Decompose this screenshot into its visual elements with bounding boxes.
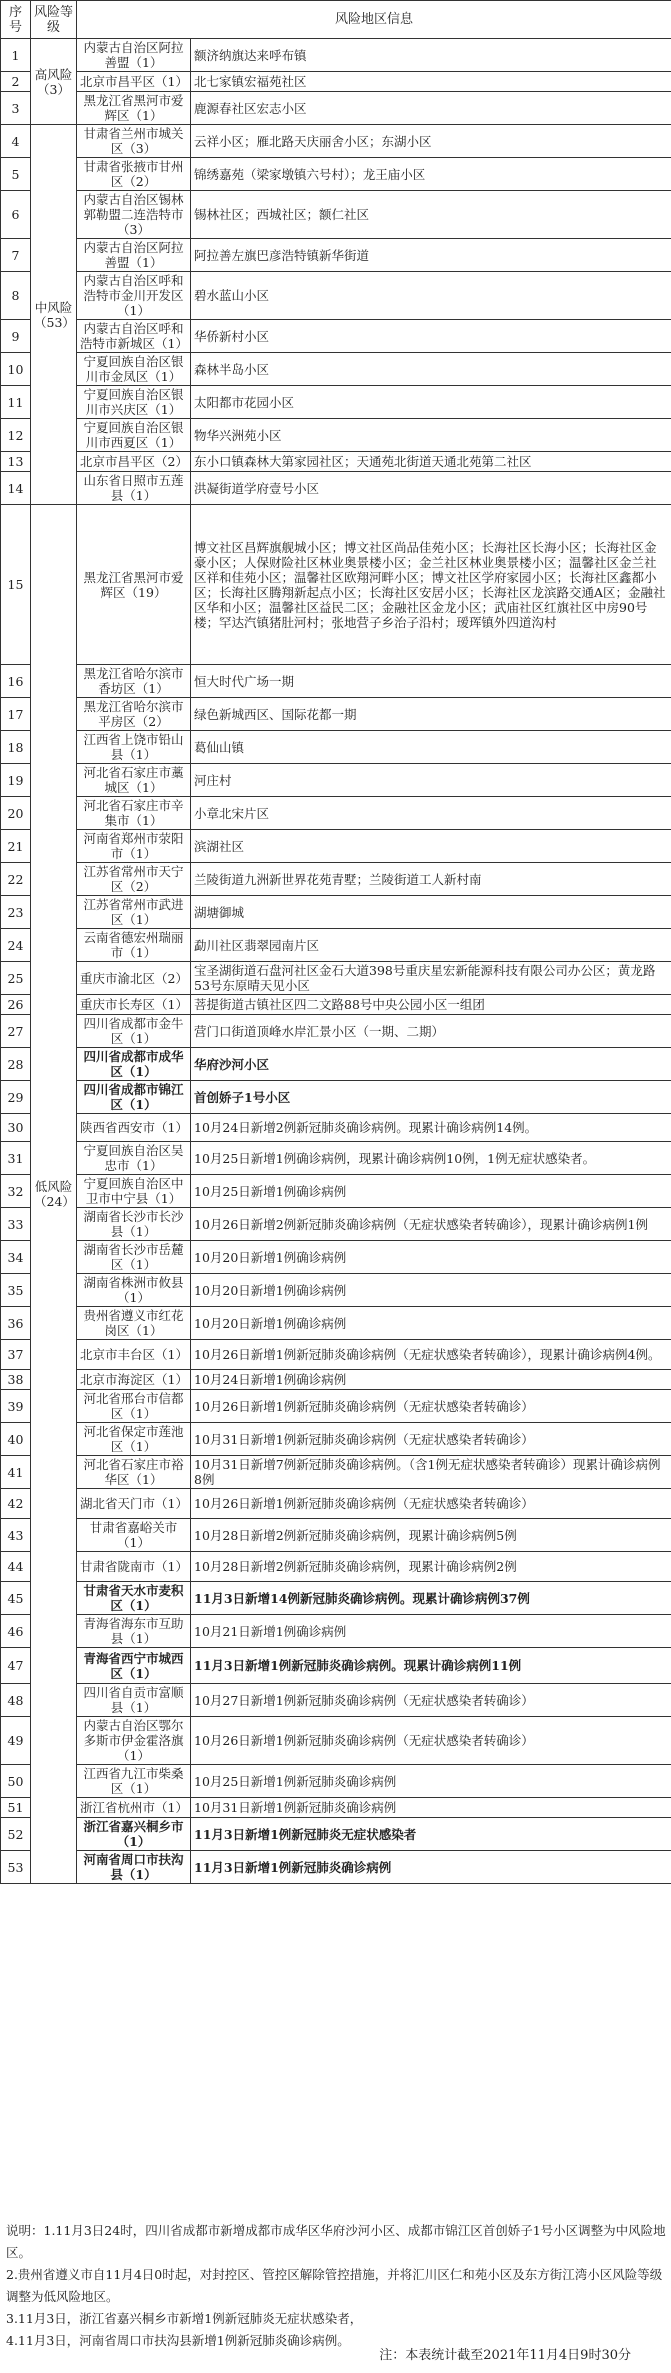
row-number: 36 [1,1307,31,1340]
area-cell: 宁夏回族自治区吴忠市（1） [77,1142,191,1175]
risk-level-cell: 低风险（24） [31,505,77,1884]
table-row [1,1423,671,1456]
table-row [1,1142,671,1175]
row-number: 46 [1,1615,31,1648]
area-cell: 宁夏回族自治区银川市西夏区（1） [77,419,191,452]
row-number: 48 [1,1684,31,1717]
area-cell: 湖南省长沙市长沙县（1） [77,1208,191,1241]
row-number: 15 [1,505,31,665]
info-cell: 葛仙山镇 [191,731,671,764]
info-cell: 菩提街道古镇社区四二文路88号中央公园小区一组团 [191,995,671,1015]
info-cell: 河庄村 [191,764,671,797]
area-cell: 江苏省常州市天宁区（2） [77,863,191,896]
row-number: 21 [1,830,31,863]
row-number: 14 [1,472,31,505]
area-cell: 云南省德宏州瑞丽市（1） [77,929,191,962]
info-cell: 勐川社区翡翠园南片区 [191,929,671,962]
info-cell: 首创娇子1号小区 [191,1081,671,1114]
note-line: 2.贵州省遵义市自11月4日0时起，对封控区、管控区解除管控措施，并将汇川区仁和苑小区及东方街江湾小区风险等级调整为低风险地区。 [6,2267,663,2304]
row-number: 29 [1,1081,31,1114]
table-row [1,1241,671,1274]
area-cell: 江西省上饶市铅山县（1） [77,731,191,764]
table-row [1,1274,671,1307]
row-number: 4 [1,125,31,158]
area-cell: 湖南省长沙市岳麓区（1） [77,1241,191,1274]
row-number: 40 [1,1423,31,1456]
table-row [1,698,671,731]
table-row [1,92,671,125]
row-number: 17 [1,698,31,731]
row-number: 16 [1,665,31,698]
area-cell: 甘肃省嘉峪关市（1） [77,1519,191,1552]
row-number: 28 [1,1048,31,1081]
area-cell: 黑龙江省哈尔滨市平房区（2） [77,698,191,731]
info-cell: 湖塘御城 [191,896,671,929]
area-cell: 浙江省杭州市（1） [77,1798,191,1818]
info-cell: 滨湖社区 [191,830,671,863]
table-row [1,1684,671,1717]
table-row [1,419,671,452]
area-cell: 陕西省西安市（1） [77,1114,191,1142]
info-cell: 碧水蓝山小区 [191,272,671,320]
table-row [1,191,671,239]
risk-level-cell: 高风险（3） [31,39,77,125]
area-cell: 北京市昌平区（2） [77,452,191,472]
row-number: 39 [1,1390,31,1423]
table-row [1,1582,671,1615]
header-level: 风险等级 [31,1,77,39]
table-row [1,1175,671,1208]
row-number: 35 [1,1274,31,1307]
row-number: 38 [1,1370,31,1390]
row-number: 22 [1,863,31,896]
area-cell: 青海省西宁市城西区（1） [77,1648,191,1684]
row-number: 5 [1,158,31,191]
info-cell: 宝圣湖街道石盘河社区金石大道398号重庆星宏新能源科技有限公司办公区；黄龙路53号东原晴天见小区 [191,962,671,995]
header-area: 风险地区信息 [77,1,671,39]
area-cell: 内蒙古自治区阿拉善盟（1） [77,239,191,272]
table-row [1,239,671,272]
row-number: 10 [1,353,31,386]
row-number: 30 [1,1114,31,1142]
row-number: 32 [1,1175,31,1208]
table-row [1,1765,671,1798]
table-row [1,1519,671,1552]
table-row [1,1081,671,1114]
row-number: 19 [1,764,31,797]
table-row [1,830,671,863]
row-number: 44 [1,1552,31,1582]
info-cell: 11月3日新增1例新冠肺炎确诊病例。现累计确诊病例11例 [191,1648,671,1684]
info-cell: 10月28日新增2例新冠肺炎确诊病例，现累计确诊病例5例 [191,1519,671,1552]
row-number: 49 [1,1717,31,1765]
table-row [1,764,671,797]
table-row [1,1648,671,1684]
info-cell: 11月3日新增14例新冠肺炎确诊病例。现累计确诊病例37例 [191,1582,671,1615]
table-row [1,39,671,72]
info-cell: 锦绣嘉苑（梁家墩镇六号村）；龙王庙小区 [191,158,671,191]
info-cell: 东小口镇森林大第家园社区；天通苑北街道天通北苑第二社区 [191,452,671,472]
table-row [1,1390,671,1423]
notes-section [6,2220,666,2352]
table-row [1,929,671,962]
table-row [1,1552,671,1582]
row-number: 33 [1,1208,31,1241]
footer-note: 注：本表统计截至2021年11月4日9时30分 [379,2348,631,2363]
area-cell: 四川省成都市金牛区（1） [77,1015,191,1048]
info-cell: 10月25日新增1例确诊病例，现累计确诊病例10例，1例无症状感染者。 [191,1142,671,1175]
info-cell: 10月25日新增1例新冠肺炎确诊病例 [191,1765,671,1798]
table-row [1,1717,671,1765]
info-cell: 兰陵街道九洲新世界花苑青墅；兰陵街道工人新村南 [191,863,671,896]
area-cell: 四川省成都市成华区（1） [77,1048,191,1081]
area-cell: 甘肃省张掖市甘州区（2） [77,158,191,191]
table-row [1,1114,671,1142]
info-cell: 锡林社区；西城社区；额仁社区 [191,191,671,239]
area-cell: 河南省郑州市荥阳市（1） [77,830,191,863]
table-row [1,1048,671,1081]
area-cell: 浙江省嘉兴桐乡市（1） [77,1818,191,1851]
info-cell: 10月24日新增1例确诊病例 [191,1370,671,1390]
row-number: 9 [1,320,31,353]
table-row [1,1208,671,1241]
info-cell: 恒大时代广场一期 [191,665,671,698]
table-row [1,731,671,764]
risk-table-body [1,39,671,1884]
row-number: 3 [1,92,31,125]
table-row [1,1015,671,1048]
row-number: 47 [1,1648,31,1684]
info-cell: 10月21日新增1例确诊病例 [191,1615,671,1648]
table-row [1,1798,671,1818]
table-row [1,158,671,191]
area-cell: 河北省保定市莲池区（1） [77,1423,191,1456]
note-line: 4.11月3日，河南省周口市扶沟县新增1例新冠肺炎确诊病例。 [6,2333,350,2348]
area-cell: 河北省石家庄市藁城区（1） [77,764,191,797]
info-cell: 10月24日新增2例新冠肺炎确诊病例。现累计确诊病例14例。 [191,1114,671,1142]
area-cell: 山东省日照市五莲县（1） [77,472,191,505]
row-number: 11 [1,386,31,419]
table-row [1,1615,671,1648]
area-cell: 重庆市渝北区（2） [77,962,191,995]
row-number: 26 [1,995,31,1015]
info-cell: 10月25日新增1例确诊病例 [191,1175,671,1208]
info-cell: 10月26日新增1例新冠肺炎确诊病例（无症状感染者转确诊） [191,1489,671,1519]
area-cell: 内蒙古自治区阿拉善盟（1） [77,39,191,72]
info-cell: 10月26日新增1例新冠肺炎确诊病例（无症状感染者转确诊） [191,1717,671,1765]
area-cell: 贵州省遵义市红花岗区（1） [77,1307,191,1340]
info-cell: 11月3日新增1例新冠肺炎确诊病例 [191,1851,671,1884]
info-cell: 鹿源春社区宏志小区 [191,92,671,125]
area-cell: 甘肃省陇南市（1） [77,1552,191,1582]
info-cell: 森林半岛小区 [191,353,671,386]
info-cell: 物华兴洲苑小区 [191,419,671,452]
info-cell: 绿色新城西区、国际花都一期 [191,698,671,731]
row-number: 20 [1,797,31,830]
area-cell: 河北省石家庄市辛集市（1） [77,797,191,830]
table-row [1,386,671,419]
row-number: 18 [1,731,31,764]
area-cell: 重庆市长寿区（1） [77,995,191,1015]
row-number: 51 [1,1798,31,1818]
info-cell: 营门口街道顶峰水岸汇景小区（一期、二期） [191,1015,671,1048]
table-row [1,1851,671,1884]
row-number: 13 [1,452,31,472]
area-cell: 内蒙古自治区锡林郭勒盟二连浩特市（3） [77,191,191,239]
info-cell: 额济纳旗达来呼布镇 [191,39,671,72]
row-number: 1 [1,39,31,72]
row-number: 43 [1,1519,31,1552]
area-cell: 甘肃省天水市麦积区（1） [77,1582,191,1615]
row-number: 25 [1,962,31,995]
row-number: 7 [1,239,31,272]
row-number: 53 [1,1851,31,1884]
area-cell: 宁夏回族自治区中卫市中宁县（1） [77,1175,191,1208]
row-number: 50 [1,1765,31,1798]
area-cell: 北京市海淀区（1） [77,1370,191,1390]
row-number: 41 [1,1456,31,1489]
area-cell: 黑龙江省黑河市爱辉区（1） [77,92,191,125]
table-row [1,505,671,665]
table-row [1,797,671,830]
table-row [1,72,671,92]
info-cell: 云祥小区；雁北路天庆丽舍小区；东湖小区 [191,125,671,158]
area-cell: 江西省九江市柴桑区（1） [77,1765,191,1798]
info-cell: 北七家镇宏福苑社区 [191,72,671,92]
table-row [1,353,671,386]
area-cell: 北京市丰台区（1） [77,1340,191,1370]
header-no: 序号 [1,1,31,39]
table-row [1,1456,671,1489]
table-row [1,125,671,158]
row-number: 8 [1,272,31,320]
info-cell: 10月26日新增2例新冠肺炎确诊病例（无症状感染者转确诊），现累计确诊病例1例 [191,1208,671,1241]
row-number: 45 [1,1582,31,1615]
note-line: 3.11月3日，浙江省嘉兴桐乡市新增1例新冠肺炎无症状感染者， [6,2311,363,2326]
info-cell: 华府沙河小区 [191,1048,671,1081]
table-row [1,896,671,929]
table-row [1,272,671,320]
table-row [1,1818,671,1851]
row-number: 42 [1,1489,31,1519]
info-cell: 10月27日新增1例新冠肺炎确诊病例（无症状感染者转确诊） [191,1684,671,1717]
risk-level-cell: 中风险（53） [31,125,77,505]
area-cell: 四川省自贡市富顺县（1） [77,1684,191,1717]
table-row [1,1370,671,1390]
info-cell: 10月28日新增2例新冠肺炎确诊病例，现累计确诊病例2例 [191,1552,671,1582]
row-number: 27 [1,1015,31,1048]
table-row [1,1489,671,1519]
area-cell: 河北省邢台市信都区（1） [77,1390,191,1423]
info-cell: 10月31日新增1例新冠肺炎确诊病例（无症状感染者转确诊） [191,1423,671,1456]
row-number: 24 [1,929,31,962]
table-row [1,962,671,995]
area-cell: 青海省海东市互助县（1） [77,1615,191,1648]
row-number: 12 [1,419,31,452]
area-cell: 湖南省株洲市攸县（1） [77,1274,191,1307]
area-cell: 北京市昌平区（1） [77,72,191,92]
table-row [1,320,671,353]
area-cell: 宁夏回族自治区银川市兴庆区（1） [77,386,191,419]
row-number: 2 [1,72,31,92]
row-number: 31 [1,1142,31,1175]
info-cell: 小章北宋片区 [191,797,671,830]
table-row [1,863,671,896]
table-row [1,665,671,698]
note-line: 说明：1.11月3日24时，四川省成都市新增成都市成华区华府沙河小区、成都市锦江区首创娇子1号小区调整为中风险地区。 [6,2223,666,2260]
area-cell: 内蒙古自治区呼和浩特市新城区（1） [77,320,191,353]
table-row [1,452,671,472]
area-cell: 黑龙江省哈尔滨市香坊区（1） [77,665,191,698]
info-cell: 10月31日新增1例新冠肺炎确诊病例 [191,1798,671,1818]
info-cell: 阿拉善左旗巴彦浩特镇新华街道 [191,239,671,272]
table-row [1,472,671,505]
row-number: 23 [1,896,31,929]
info-cell: 10月20日新增1例确诊病例 [191,1307,671,1340]
row-number: 37 [1,1340,31,1370]
info-cell: 10月26日新增1例新冠肺炎确诊病例（无症状感染者转确诊），现累计确诊病例4例。 [191,1340,671,1370]
area-cell: 内蒙古自治区呼和浩特市金川开发区（1） [77,272,191,320]
info-cell: 华侨新村小区 [191,320,671,353]
row-number: 34 [1,1241,31,1274]
row-number: 6 [1,191,31,239]
area-cell: 江苏省常州市武进区（1） [77,896,191,929]
info-cell: 10月31日新增7例新冠肺炎确诊病例。（含1例无症状感染者转确诊）现累计确诊病例8例 [191,1456,671,1489]
table-row [1,995,671,1015]
info-cell: 10月26日新增1例新冠肺炎确诊病例（无症状感染者转确诊） [191,1390,671,1423]
info-cell: 博文社区昌辉旗舰城小区；博文社区尚品佳苑小区；长海社区长海小区；长海社区金豪小区；人保财险社区林业奥景楼小区；金兰社区林业奥景楼小区；温馨社区金兰社区祥和佳苑小区；温馨社区欧翔河畔小区；博文社区学府家园小区；长海社区鑫都小区；长海社区腾翔新起点小区；长海社区安居小区；长海社区龙滨路交通A区；金融社区华和小区；温馨社区益民二区；金融社区金龙小区；武庙社区红旗社区中房90号楼；罕达汽镇猪肚河村；张地营子乡治子沿村；瑷珲镇外四道沟村 [191,505,671,665]
table-row [1,1307,671,1340]
table-row [1,1340,671,1370]
row-number: 52 [1,1818,31,1851]
area-cell: 甘肃省兰州市城关区（3） [77,125,191,158]
info-cell: 11月3日新增1例新冠肺炎无症状感染者 [191,1818,671,1851]
area-cell: 四川省成都市锦江区（1） [77,1081,191,1114]
area-cell: 黑龙江省黑河市爱辉区（19） [77,505,191,665]
info-cell: 10月20日新增1例确诊病例 [191,1241,671,1274]
area-cell: 内蒙古自治区鄂尔多斯市伊金霍洛旗（1） [77,1717,191,1765]
area-cell: 河北省石家庄市裕华区（1） [77,1456,191,1489]
info-cell: 洪凝街道学府壹号小区 [191,472,671,505]
info-cell: 10月20日新增1例确诊病例 [191,1274,671,1307]
area-cell: 宁夏回族自治区银川市金凤区（1） [77,353,191,386]
area-cell: 湖北省天门市（1） [77,1489,191,1519]
info-cell: 太阳都市花园小区 [191,386,671,419]
area-cell: 河南省周口市扶沟县（1） [77,1851,191,1884]
